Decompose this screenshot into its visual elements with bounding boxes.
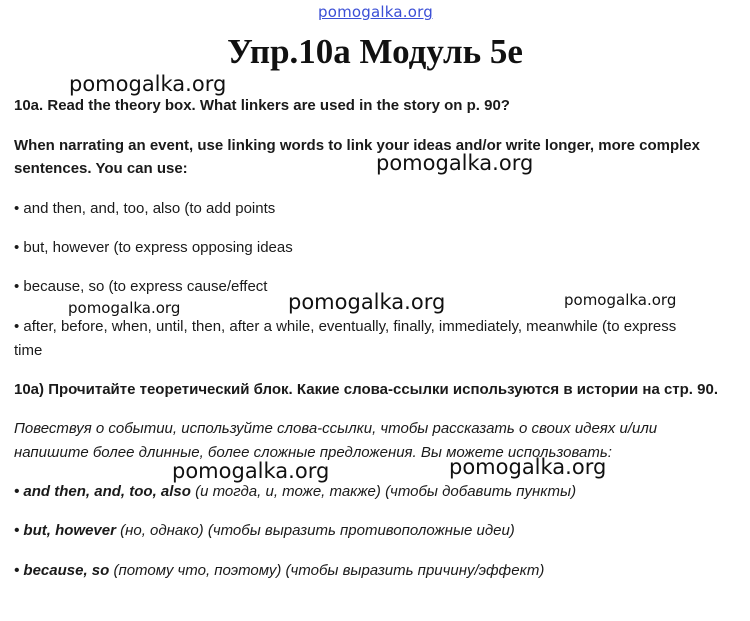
page-title: Упр.10а Модуль 5е: [227, 32, 523, 71]
bullet-translation: (потому что, поэтому) (чтобы выразить причину/эффект): [109, 562, 545, 579]
english-intro-line-2: sentences. You can use:: [14, 160, 188, 177]
linker-words: • but, however: [14, 522, 116, 539]
watermark-text: pomogalka.org: [564, 291, 677, 309]
english-bullet-add-points: • and then, and, too, also (to add points: [14, 200, 276, 217]
english-intro-line-1: When narrating an event, use linking words to link your ideas and/or write longer, more complex: [14, 137, 700, 154]
header-watermark-link[interactable]: pomogalka.org: [318, 3, 433, 21]
english-task-heading: 10a. Read the theory box. What linkers are used in the story on p. 90?: [14, 97, 510, 114]
russian-intro-line-2: напишите более длинные, более сложные предложения. Вы можете использовать:: [14, 444, 612, 461]
linker-words: • and then, and, too, also: [14, 483, 191, 500]
watermark-text: pomogalka.org: [449, 455, 607, 479]
watermark-text: pomogalka.org: [288, 290, 446, 314]
russian-task-heading: 10а) Прочитайте теоретический блок. Какие слова-ссылки используются в истории на стр. 90.: [14, 381, 718, 398]
bullet-translation: (но, однако) (чтобы выразить противоположные идеи): [115, 522, 515, 539]
english-bullet-time-line-2: time: [14, 342, 43, 359]
linker-words: • because, so: [14, 562, 110, 579]
russian-bullet-opposing: [14, 521, 515, 541]
watermark-text: pomogalka.org: [69, 72, 227, 96]
russian-intro-line-1: Повествуя о событии, используйте слова-ссылки, чтобы рассказать о своих идеях и/или: [14, 420, 658, 437]
russian-bullet-cause-effect: [14, 561, 544, 581]
english-bullet-opposing: • but, however (to express opposing ideas: [14, 239, 293, 256]
watermark-text: pomogalka.org: [376, 151, 534, 175]
english-bullet-time-line-1: • after, before, when, until, then, after a while, eventually, finally, immediately, meanwhile (to express: [14, 318, 677, 335]
bullet-translation: (и тогда, и, тоже, также) (чтобы добавить пункты): [190, 483, 577, 500]
english-bullet-cause-effect: • because, so (to express cause/effect: [14, 278, 268, 295]
watermark-text: pomogalka.org: [172, 459, 330, 483]
russian-bullet-add-points: [14, 482, 576, 502]
watermark-text: pomogalka.org: [68, 299, 181, 317]
